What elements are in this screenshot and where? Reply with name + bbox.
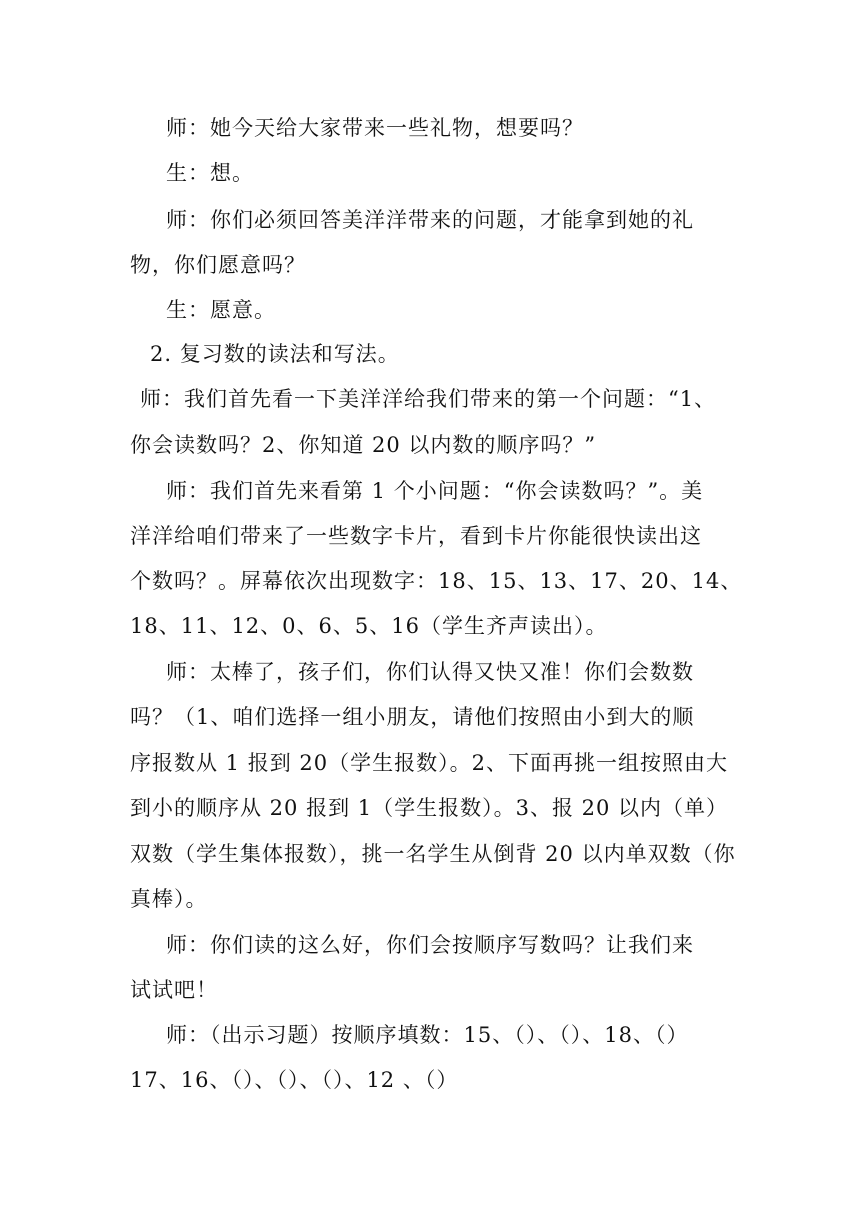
paragraph-line: 物，你们愿意吗？	[130, 253, 306, 277]
paragraph-line: 序报数从 1 报到 20（学生报数）。2、下面再挑一组按照由大	[130, 751, 728, 775]
paragraph-line: 真棒）。	[130, 887, 208, 911]
paragraph-line: 你会读数吗？2、你知道 20 以内数的顺序吗？”	[130, 433, 597, 457]
paragraph-line: 师：我们首先来看第 1 个小问题：“你会读数吗？”。美	[166, 479, 704, 503]
paragraph-line: 18、11、12、0、6、5、16（学生齐声读出）。	[130, 614, 608, 638]
paragraph-line: 师：我们首先看一下美洋洋给我们带来的第一个问题：“1、	[140, 387, 717, 411]
paragraph-line: 个数吗？。屏幕依次出现数字：18、15、13、17、20、14、	[130, 569, 743, 593]
paragraph-line: 双数（学生集体报数），挑一名学生从倒背 20 以内单双数（你	[130, 842, 736, 866]
paragraph-line: 师：她今天给大家带来一些礼物，想要吗？	[166, 116, 584, 140]
paragraph-line: 到小的顺序从 20 报到 1（学生报数）。3、报 20 以内（单）	[130, 796, 729, 820]
section-heading: 2. 复习数的读法和写法。	[150, 342, 400, 366]
paragraph-line: 师：你们读的这么好，你们会按顺序写数吗？让我们来	[166, 933, 694, 957]
paragraph-line: 师：（出示习题）按顺序填数：15、（）、（）、18、（）	[166, 1023, 689, 1047]
paragraph-line: 17、16、（）、（）、（）、12 、（）	[130, 1068, 459, 1092]
paragraph-line: 师：太棒了，孩子们，你们认得又快又准！你们会数数	[166, 660, 694, 684]
paragraph-line: 洋洋给咱们带来了一些数字卡片，看到卡片你能很快读出这	[130, 524, 702, 548]
paragraph-line: 生：想。	[166, 161, 254, 185]
paragraph-line: 试试吧！	[130, 978, 218, 1002]
paragraph-line: 生：愿意。	[166, 298, 276, 322]
paragraph-line: 师：你们必须回答美洋洋带来的问题，才能拿到她的礼	[166, 208, 694, 232]
paragraph-line: 吗？（1、咱们选择一组小朋友，请他们按照由小到大的顺	[130, 705, 695, 729]
